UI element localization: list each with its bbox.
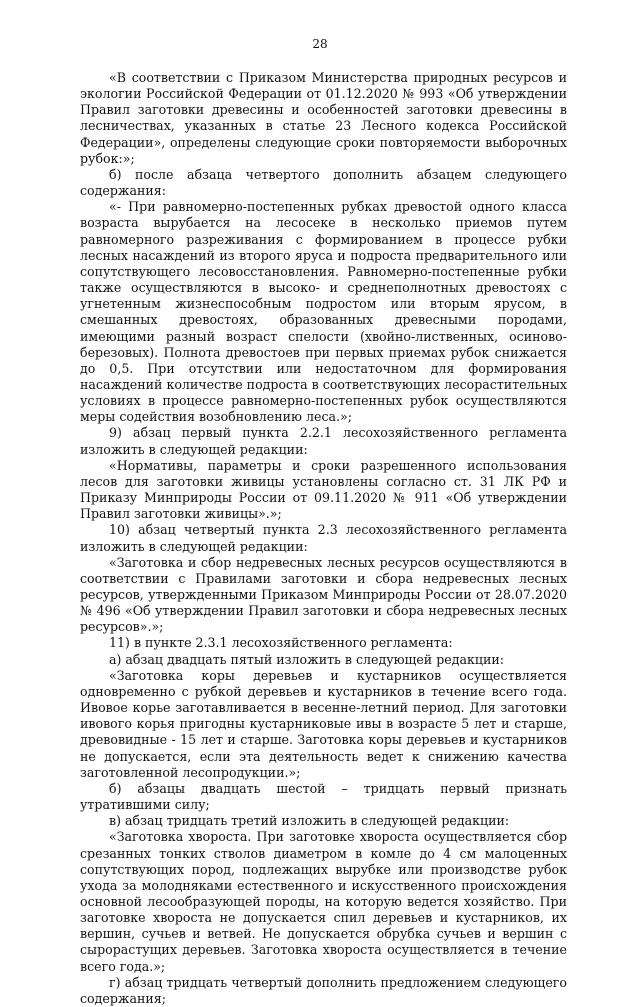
paragraph-item-11a: а) абзац двадцать пятый изложить в следующей редакции: (109, 651, 504, 667)
paragraph-item-10: 10) абзац четвертый пункта 2.3 лесохозяйственного регламента изложить в следующей редакции: (80, 522, 567, 554)
paragraph-uniform-gradual-felling: «- При равномерно-постепенных рубках древостой одного класса возраста вырубается на лесосеке в несколько приемов путем равномерного разреживания с формированием в процессе рубки лесных насаждений из второго яруса и подроста предварительного или сопутствующего лесовосстановления. Равномерно-постепенные рубки также осуществляются в высоко- и среднеполнотных древостоях с угнетенным жизнеспособным подростом или вторым ярусом, в смешанных древостоях, образованных древесными породами, имеющими разный возраст спелости (хвойно-лиственных, осиново-березовых). Полнота древостоев при первых приемах рубок снижается до 0,5. При отсутствии или недостаточном для формирования насаждений количестве подроста в соответствующих лесорастительных условиях в процессе равномерно-постепенных рубок осуществляются меры содействия возобновлению леса.»; (80, 199, 567, 425)
paragraph-item-11b: б) абзацы двадцать шестой – тридцать первый признать утратившими силу; (80, 780, 567, 813)
paragraph-item-11g: г) абзац тридцать четвертый дополнить предложением следующего содержания; (80, 974, 567, 1006)
paragraph-item-9: 9) абзац первый пункта 2.2.1 лесохозяйственного регламента изложить в следующей редакции: (80, 425, 567, 457)
paragraph-non-timber-resources: «Заготовка и сбор недревесных лесных ресурсов осуществляются в соответствии с Правилами заготовки и сбора недревесных лесных ресурсов, утвержденными Приказом Минприроды России от 28.07.2020 № 496 «Об утверждении Правил заготовки и сбора недревесных лесных ресурсов».»; (80, 554, 567, 635)
paragraph-item-11: 11) в пункте 2.3.1 лесохозяйственного регламента: (109, 635, 453, 651)
paragraph-bark-harvesting: «Заготовка коры деревьев и кустарников осуществляется одновременно с рубкой деревьев и кустарников в течение всего года. Ивовое корье заготавливается в весенне-летний период. Для заготовки ивового корья пригодны кустарниковые ивы в возрасте 5 лет и старше, древовидные - 15 лет и старше. Заготовка коры деревьев и кустарников не допускается, если эта деятельность ведет к снижению качества заготовленной лесопродукции.»; (80, 667, 567, 780)
page-number: 28 (312, 37, 328, 51)
document-body (80, 70, 567, 1007)
paragraph-order-reference: «В соответствии с Приказом Министерства природных ресурсов и экологии Российской Федерации от 01.12.2020 № 993 «Об утверждении Правил заготовки древесины и особенностей заготовки древесины в лесничествах, указанных в статье 23 Лесного кодекса Российской Федерации», определены следующие сроки повторяемости выборочных рубок:»; (80, 70, 567, 166)
paragraph-brushwood-harvesting: «Заготовка хвороста. При заготовке хвороста осуществляется сбор срезанных тонких стволов диаметром в комле до 4 см малоценных сопутствующих пород, подлежащих вырубке или производстве рубок ухода за молодняками естественного и искусственного происхождения основной лесообразующей породы, на которую ведется хозяйство. При заготовке хвороста не допускается спил деревьев и кустарников, их вершин, сучьев и ветвей. Не допускается обрубка сучьев и вершин с сырорастущих деревьев. Заготовка хвороста осуществляется в течение всего года.»; (80, 829, 567, 974)
paragraph-item-11v: в) абзац тридцать третий изложить в следующей редакции: (109, 813, 510, 829)
paragraph-resin-harvesting: «Нормативы, параметры и сроки разрешенного использования лесов для заготовки живицы установлены согласно ст. 31 ЛК РФ и Приказу Минприроды России от 09.11.2020 № 911 «Об утверждении Правил заготовки живицы».»; (80, 457, 567, 522)
paragraph-item-b-intro: б) после абзаца четвертого дополнить абзацем следующего содержания: (80, 166, 567, 199)
